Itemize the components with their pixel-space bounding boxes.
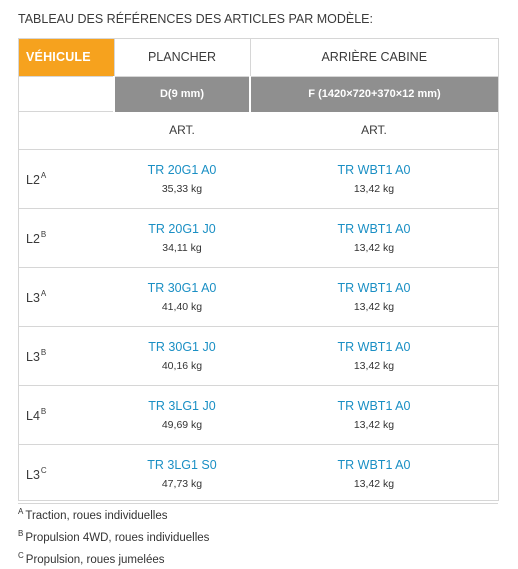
vehicle-model bbox=[18, 327, 114, 386]
vehicle-model bbox=[18, 386, 114, 445]
art-blank-cell bbox=[18, 112, 114, 150]
floor-cell bbox=[114, 268, 250, 327]
rear-cell bbox=[250, 327, 498, 386]
vehicle-model bbox=[18, 268, 114, 327]
table-row bbox=[18, 445, 498, 504]
floor-weight: 49,69 kg bbox=[161, 419, 203, 431]
floor-weight: 41,40 kg bbox=[161, 301, 203, 313]
floor-dimension: D(9 mm) bbox=[114, 77, 250, 112]
footnotes bbox=[18, 503, 209, 569]
model-name: L4 bbox=[26, 409, 40, 423]
vehicle-header: VÉHICULE bbox=[18, 38, 114, 77]
model-superscript: B bbox=[40, 348, 47, 357]
model-name: L3 bbox=[26, 468, 40, 482]
floor-reference-link[interactable]: TR 30G1 J0 bbox=[148, 340, 216, 354]
reference-table bbox=[18, 38, 498, 504]
header-row bbox=[18, 38, 498, 77]
art-row bbox=[18, 112, 498, 150]
rear-weight: 13,42 kg bbox=[353, 183, 395, 195]
rear-cell bbox=[250, 268, 498, 327]
vehicle-model bbox=[18, 445, 114, 504]
data-rows bbox=[18, 150, 498, 504]
dimension-blank-cell bbox=[18, 77, 114, 112]
floor-cell bbox=[114, 150, 250, 209]
table-row bbox=[18, 327, 498, 386]
model-name: L2 bbox=[26, 173, 40, 187]
rear-weight: 13,42 kg bbox=[353, 478, 395, 490]
rear-reference-link[interactable]: TR WBT1 A0 bbox=[337, 399, 411, 413]
rear-weight: 13,42 kg bbox=[353, 301, 395, 313]
rear-dimension: F (1420×720+370×12 mm) bbox=[250, 77, 498, 112]
footnote-mark: B bbox=[18, 529, 24, 538]
rear-cabin-header: ARRIÈRE CABINE bbox=[250, 38, 498, 77]
floor-cell bbox=[114, 327, 250, 386]
table-row bbox=[18, 386, 498, 445]
floor-reference-link[interactable]: TR 20G1 A0 bbox=[147, 163, 217, 177]
floor-reference-link[interactable]: TR 3LG1 J0 bbox=[148, 399, 216, 413]
floor-weight: 34,11 kg bbox=[162, 242, 202, 254]
footnote bbox=[18, 525, 209, 547]
rear-reference-link[interactable]: TR WBT1 A0 bbox=[337, 163, 411, 177]
footnote-text: Propulsion, roues jumelées bbox=[25, 554, 165, 566]
footnote-text: Traction, roues individuelles bbox=[25, 510, 168, 522]
table-row bbox=[18, 150, 498, 209]
model-superscript: B bbox=[40, 407, 47, 416]
floor-weight: 40,16 kg bbox=[161, 360, 203, 372]
model-superscript: C bbox=[40, 466, 47, 475]
vehicle-model bbox=[18, 150, 114, 209]
table-row bbox=[18, 268, 498, 327]
model-superscript: B bbox=[40, 230, 47, 239]
floor-weight: 35,33 kg bbox=[161, 183, 203, 195]
footnote bbox=[18, 503, 209, 525]
floor-cell bbox=[114, 445, 250, 504]
floor-header: PLANCHER bbox=[114, 38, 250, 77]
floor-reference-link[interactable]: TR 3LG1 S0 bbox=[147, 458, 217, 472]
floor-weight: 47,73 kg bbox=[161, 478, 203, 490]
floor-reference-link[interactable]: TR 30G1 A0 bbox=[147, 281, 217, 295]
rear-cell bbox=[250, 445, 498, 504]
rear-reference-link[interactable]: TR WBT1 A0 bbox=[337, 458, 411, 472]
floor-cell bbox=[114, 209, 250, 268]
model-name: L3 bbox=[26, 291, 40, 305]
vehicle-model bbox=[18, 209, 114, 268]
footnote-text: Propulsion 4WD, roues individuelles bbox=[25, 532, 210, 544]
rear-weight: 13,42 kg bbox=[353, 419, 395, 431]
rear-weight: 13,42 kg bbox=[353, 242, 395, 254]
rear-weight: 13,42 kg bbox=[353, 360, 395, 372]
table-row bbox=[18, 209, 498, 268]
footnote-mark: A bbox=[18, 507, 24, 516]
rear-cell bbox=[250, 209, 498, 268]
model-superscript: A bbox=[40, 289, 47, 298]
rear-cell bbox=[250, 150, 498, 209]
rear-art-label: ART. bbox=[250, 112, 498, 150]
rear-cell bbox=[250, 386, 498, 445]
model-name: L3 bbox=[26, 350, 40, 364]
footnote bbox=[18, 547, 209, 569]
floor-cell bbox=[114, 386, 250, 445]
table-title: TABLEAU DES RÉFÉRENCES DES ARTICLES PAR MODÈLE: bbox=[18, 12, 373, 26]
floor-art-label: ART. bbox=[114, 112, 250, 150]
rear-reference-link[interactable]: TR WBT1 A0 bbox=[337, 340, 411, 354]
floor-reference-link[interactable]: TR 20G1 J0 bbox=[148, 222, 216, 236]
rear-reference-link[interactable]: TR WBT1 A0 bbox=[337, 222, 411, 236]
model-superscript: A bbox=[40, 171, 47, 180]
footnote-mark: C bbox=[18, 551, 24, 560]
model-name: L2 bbox=[26, 232, 40, 246]
dimension-row bbox=[18, 77, 498, 112]
rear-reference-link[interactable]: TR WBT1 A0 bbox=[337, 281, 411, 295]
